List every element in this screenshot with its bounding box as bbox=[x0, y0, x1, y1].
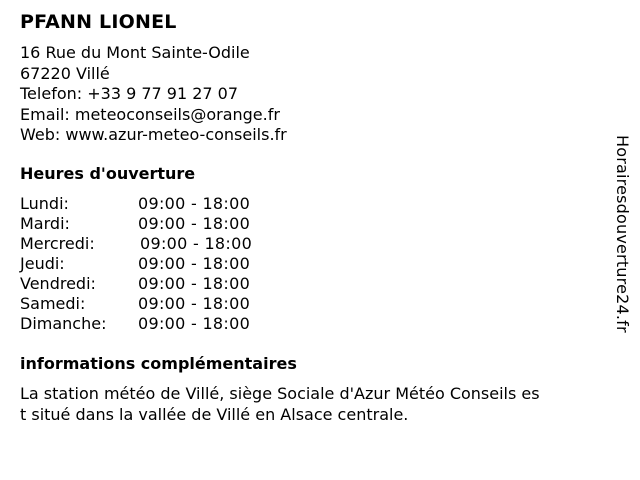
day-label: Vendredi: bbox=[20, 274, 96, 293]
phone-number: Telefon: +33 9 77 91 27 07 bbox=[20, 84, 239, 104]
opening-hours-table bbox=[20, 194, 280, 334]
address-city: 67220 Villé bbox=[20, 63, 110, 83]
time-range: 09:00 - 18:00 bbox=[138, 254, 251, 273]
time-range: 09:00 - 18:00 bbox=[140, 234, 253, 253]
day-label: Lundi: bbox=[20, 194, 69, 213]
day-label: Mercredi: bbox=[20, 234, 95, 253]
time-range: 09:00 - 18:00 bbox=[138, 314, 251, 333]
description-line: La station météo de Villé, siège Sociale d'Azur Météo Conseils es bbox=[20, 384, 540, 403]
business-card bbox=[20, 0, 610, 480]
business-name: PFANN LIONEL bbox=[20, 11, 177, 33]
hours-row-friday bbox=[20, 274, 280, 294]
day-label: Mardi: bbox=[20, 214, 70, 233]
address-street: 16 Rue du Mont Sainte-Odile bbox=[20, 43, 250, 62]
hours-row-thursday bbox=[20, 254, 280, 274]
website-address: Web: www.azur-meteo-conseils.fr bbox=[20, 125, 287, 145]
hours-row-monday bbox=[20, 194, 280, 214]
day-label: Dimanche: bbox=[20, 314, 107, 333]
hours-row-saturday bbox=[20, 294, 280, 314]
opening-hours-heading: Heures d'ouverture bbox=[20, 164, 196, 183]
hours-row-tuesday bbox=[20, 214, 280, 234]
time-range: 09:00 - 18:00 bbox=[138, 294, 251, 313]
description-line: t situé dans la vallée de Villé en Alsace centrale. bbox=[20, 404, 409, 424]
day-label: Samedi: bbox=[20, 294, 86, 313]
contact-block bbox=[20, 43, 287, 146]
additional-info-heading: informations complémentaires bbox=[20, 354, 297, 373]
hours-row-sunday bbox=[20, 314, 280, 334]
site-watermark: Horairesdouverture24.fr bbox=[613, 135, 632, 333]
time-range: 09:00 - 18:00 bbox=[138, 194, 251, 213]
hours-row-wednesday bbox=[20, 234, 280, 254]
additional-info-text bbox=[20, 384, 585, 425]
time-range: 09:00 - 18:00 bbox=[138, 214, 251, 233]
day-label: Jeudi: bbox=[20, 254, 65, 273]
email-address: Email: meteoconseils@orange.fr bbox=[20, 104, 280, 124]
time-range: 09:00 - 18:00 bbox=[138, 274, 251, 293]
